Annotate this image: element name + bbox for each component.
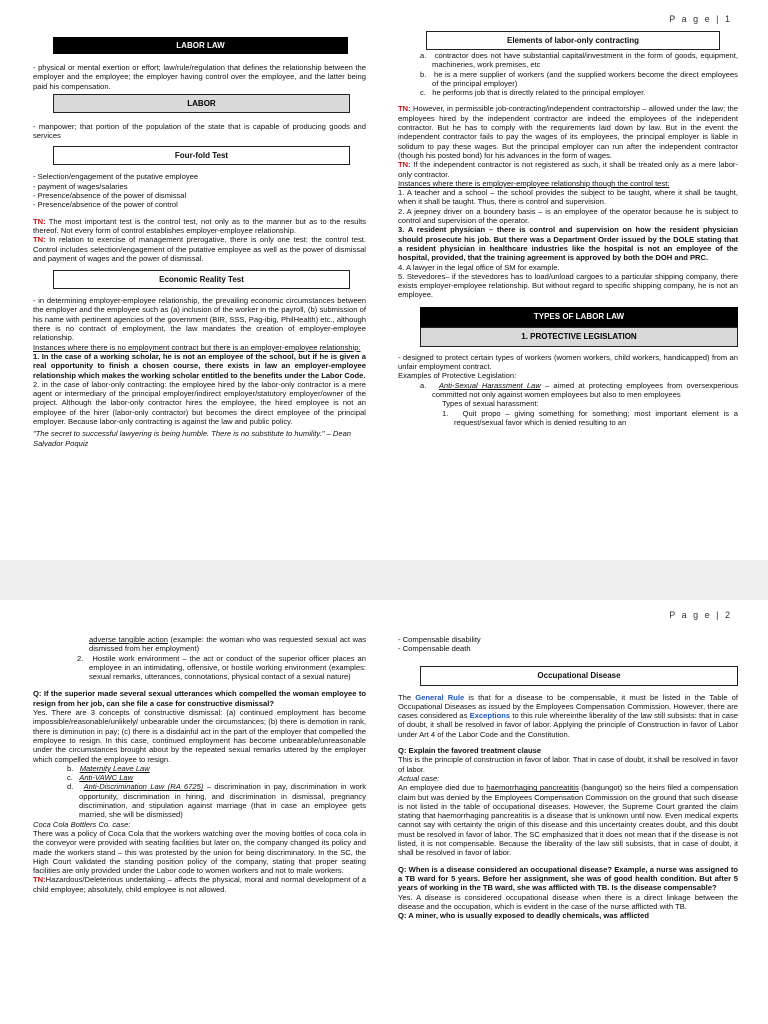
tn-label: TN: (398, 160, 411, 170)
occupational-disease-heading: Occupational Disease (420, 666, 738, 686)
list-item: c. he performs job that is directly related to the principal employer. (420, 88, 646, 98)
actual-case-label: Actual case: (398, 773, 440, 783)
list-item: - Compensable disability (398, 635, 481, 644)
tn-note (33, 875, 366, 894)
left-column (33, 37, 366, 448)
four-fold-test-heading: Four-fold Test (53, 146, 350, 165)
list-item: - Selection/engagement of the putative employee (33, 172, 199, 182)
tn-text: Hazardous/Deleterious undertaking – affects the physical, moral and normal development of a child employee; absolutely, child employee is not allowed. (33, 875, 366, 894)
economic-reality-heading: Economic Reality Test (53, 270, 350, 289)
instance-lawyer: 4. A lawyer in the legal office of SM for example. (398, 262, 560, 272)
list-item: d. Anti-Discrimination Law (RA 6725) – discrimination in pay, discrimination in work opportunity, discrimination in hiring, and discrimination in dismissal, pregnancy discrimination, and stipulation against marriage (that in case an employee gets married, she will be dismissed) (67, 782, 366, 820)
list-item: - Presence/absence of the power of dismissal (33, 191, 187, 201)
page-number: P a g e | 1 (669, 14, 732, 24)
answer: This is the principle of construction in favor of labor. That in case of doubt, it shall be resolved in favor of labor. (398, 755, 738, 774)
answer: Yes. A disease is considered occupational disease when there is a direct linkage between the disease and the occupation, which is evident in the case of the nurse afflicted with TB. (398, 892, 738, 911)
labor-law-definition: - physical or mental exertion or effort; law/rule/regulation that defines the relationship between the employer and the employee; the employer having control over the employee, and the latter being paid his compensation. (33, 63, 366, 91)
answer: Yes. There are 3 concepts of constructive dismissal: (a) continued employment has become impossible/reasonable/unlikely/ unbearable under the circumstances; (b) there is demotion in rank, there is diminution in pay; (c) there is a disdainful act in the part of the employer that compelled the employee to resign. In this case, continued employment has become unbearable/unreasonable under the circumstances brought about by the repeated sexual remarks uttered by the employer which compelled the employee to resign. (33, 708, 366, 764)
right-column (398, 635, 738, 920)
list-item: b. Maternity Leave Law (67, 763, 150, 773)
instance-resident-physician: 3. A resident physician – there is control and supervision on how the resident physician should prosecute his job. But there was a Department Order issued by the DOLE stating that a resident physician in healthcare industries like the hospital is not an employee of the hospital, provided, that the training agreement is approved by both the DOH and PRC. (398, 225, 738, 263)
protective-legislation-heading: 1. PROTECTIVE LEGISLATION (420, 327, 738, 347)
tn-note (398, 104, 738, 160)
example-anti-sexual-harassment: a. Anti-Sexual Harassment Law – aimed at protecting employees from oversexperious committed not only against women employees but also to men employees (420, 380, 739, 399)
quid-pro-quo: 1. Quit propo – giving something for something; most important element is a request/sexual favor which is denied resulting to an (442, 408, 738, 427)
list-item: - Compensable death (398, 644, 471, 654)
tn-label: TN: (33, 235, 46, 245)
list-item: - Presence/absence of the power of control (33, 200, 178, 210)
list-item: - payment of wages/salaries (33, 181, 128, 191)
instance-jeepney: 2. A jeepney driver on a boundery basis – is an employee of the operator because he is subject to control and supervision of the operator. (398, 206, 738, 226)
adverse-action-text: adverse tangible action (example: the woman who was requested sexual act was dismissed from her employment) (89, 635, 366, 654)
question: Q: If the superior made several sexual utterances which compelled the woman employee to resign from her job, can she file a case for constructive dismissal? (33, 689, 366, 708)
instances-heading: Instances where there is no employment contract but there is an employer-employee relationship: (33, 342, 361, 352)
right-column (398, 31, 738, 427)
elements-heading: Elements of labor-only contracting (426, 31, 720, 50)
coca-cola-case-title: Coca Cola Bottlers Co. case: (33, 819, 131, 829)
tn-note (398, 160, 738, 179)
examples-label: Examples of Protective Legislation: (398, 371, 517, 381)
instance-working-scholar: 1. In the case of a working scholar, he is not an employee of the school, but if he is given a real opportunity to finish a chosen course, there exists in law an employer-employee relationship which makes the working scholar entitled to the benefits under the Labor Code. (33, 351, 366, 380)
question: Q: Explain the favored treatment clause (398, 746, 542, 756)
tn-note (33, 235, 366, 263)
list-item: a. contractor does not have substantial capital/investment in the form of goods, equipment, machineries, work premises, etc (420, 51, 738, 70)
question: Q: A miner, who is usually exposed to deadly chemicals, was afflicted (398, 911, 649, 921)
hostile-environment: 2. Hostile work environment – the act or conduct of the superior officer places an employee in an intimidating, offensive, or hostile working environment (examples: sexual remarks, utterances, connotations, physical contact of a sexual nature) (77, 653, 366, 682)
protective-text: - designed to protect certain types of workers (women workers, child workers, handicapped) from an unfair employment contract. (398, 352, 738, 372)
instance-stevedores: 5. Stevedores– if the stevedores has to load/unload cargoes to a particular shipping company, there exists employer-employee relationship. But without regard to specific shipping company, he is not an employee. (398, 271, 738, 300)
types-of-labor-law-heading: TYPES OF LABOR LAW (420, 307, 738, 327)
tn-label: TN: (33, 875, 46, 885)
tn-text: However, in permissible job-contracting/independent contractorship – allowed under the law; the employees hired by the independent contractor are indeed the employees of the independent contractor. But he has to comply with the requirements laid down by law. But in the event the independent contractor fails to pay the wages of its employees, the principal employer is liable in solidum to pay these wages. But the principal employer can run after the independent contractor (though his posted bond) for his advances in the form of wages. (398, 104, 738, 160)
four-fold-list (33, 172, 366, 209)
instance-teacher: 1. A teacher and a school – the school provides the subject to be taught, where it shall be taught, when it shall be taught. Thus, there is control and supervision. (398, 188, 738, 207)
tn-text: The most important test is the control test, not only as to the manner but as to the results thereof. Not every form of control establishes employer-employee relationship. (33, 216, 366, 235)
page-number: P a g e | 2 (669, 610, 732, 620)
quote: "The secret to successful lawyering is being humble. There is no substitute to humility." – Dean Salvador Poquiz (33, 429, 352, 448)
tn-note (33, 217, 366, 236)
general-rule-label: General Rule (415, 692, 465, 702)
list-item: c. Anti-VAWC Law (67, 773, 134, 783)
page-2 (0, 600, 768, 1024)
instance-labor-only: 2. in the case of labor-only contracting: the employee hired by the labor-only contractor is a mere agent or intermediary of the principal employer/indirect employer/statutory employer/owner of the project. Although the labor-only contractor hires the employee, the hired employee is not an employee of the hirer (labor-only contractor) but becomes the direct employee of the principal employer. Because labor-only contracting is against the law and public policy. (33, 379, 366, 427)
tn-label: TN: (398, 104, 411, 114)
left-column (33, 635, 366, 894)
coca-cola-case-text: There was a policy of Coca Cola that the workers watching over the moving bottles of coca cola in the conveyor were provided with seating facilities but later on, the company changed its policy and made the workers stand – this was protested by the union for being discriminatory. In the SC, the High Court validated the standing position policy of the company, stating that proper seating facilities are only provided under the Labor code to women workers and not to male workers. (33, 828, 366, 876)
actual-case-text: An employee died due to haemorrhaging pancreatitis (bangungot) so the heirs filed a compensation claim but was denied by the Employees Compensation Commission on the ground that such disease is not listed in the table of occupational diseases. However, the Supreme Court granted the claim stating that haemorrhaging pancreatitis is a disease that is unknown until now. Even medical experts cannot say with certainty the origin of this disease and this uncertainty creates doubt, and this doubt must be resolved in favor of labor. The SC emphasized that it does not mean that if the disease is not listed, it is not compensable. Because the liberality of the law still subsists, that in case of doubt, it shall be resolved in favor of labor. (398, 783, 738, 858)
tn-text: In relation to exercise of management prerogative, there is only one test: the control test. Control includes selection/engagement of the putative employee as well as the power of dismissal and payment of wages and the power of dismissal. (33, 235, 366, 263)
question: Q: When is a disease considered an occupational disease? Example, a nurse was assigned to a TB ward for 5 years. Before her assignment, she was of good health condition. But after 5 years of working in the TB ward, she was afflicted with TB. Is the disease compensable? (398, 864, 738, 893)
tn-label: TN: (33, 216, 46, 226)
list-item: b. he is a mere supplier of workers (and the supplied workers become the direct employees of the principal employer) (420, 69, 738, 88)
instances-heading: Instances where there is employer-employee relationship though the control test: (398, 178, 670, 188)
types-harassment-label: Types of sexual harassment: (442, 399, 539, 409)
tn-text: If the independent contractor is not registered as such, it shall be treated only as a mere labor-only contractor. (398, 160, 738, 179)
labor-definition: - manpower; that portion of the population of the state that is capable of producing goods and services (33, 121, 366, 141)
labor-law-heading: LABOR LAW (53, 37, 348, 54)
page-gap (0, 560, 768, 600)
general-rule-text: The General Rule is that for a disease to be compensable, it must be listed in the Table of Occupational Diseases as issued by the Employees Compensation Commission. However, there are cases considered as Exceptions to this rule whereinthe liberality of the law still subsists: that in case of doubt, it shall be resolved in favor of labor. Applying the principle of Construction in favor of Labor under Art 4 of the Labor Code and the Constitution. (398, 692, 738, 739)
economic-reality-text: - in determining employer-employee relationship, the prevailing economic circumstances between the employer and the employee such as (a) inclusion of the worker in the payroll, (b) submission of his name with pertinent agencies of the government (BIR, SSS, Pag-ibig, PhilHealth) etc., although there is no contract of employment, the law mandates the creation of employer-employee relationship. (33, 296, 366, 343)
elements-list (398, 51, 738, 97)
labor-heading: LABOR (53, 94, 350, 113)
exceptions-label: Exceptions (469, 711, 511, 721)
